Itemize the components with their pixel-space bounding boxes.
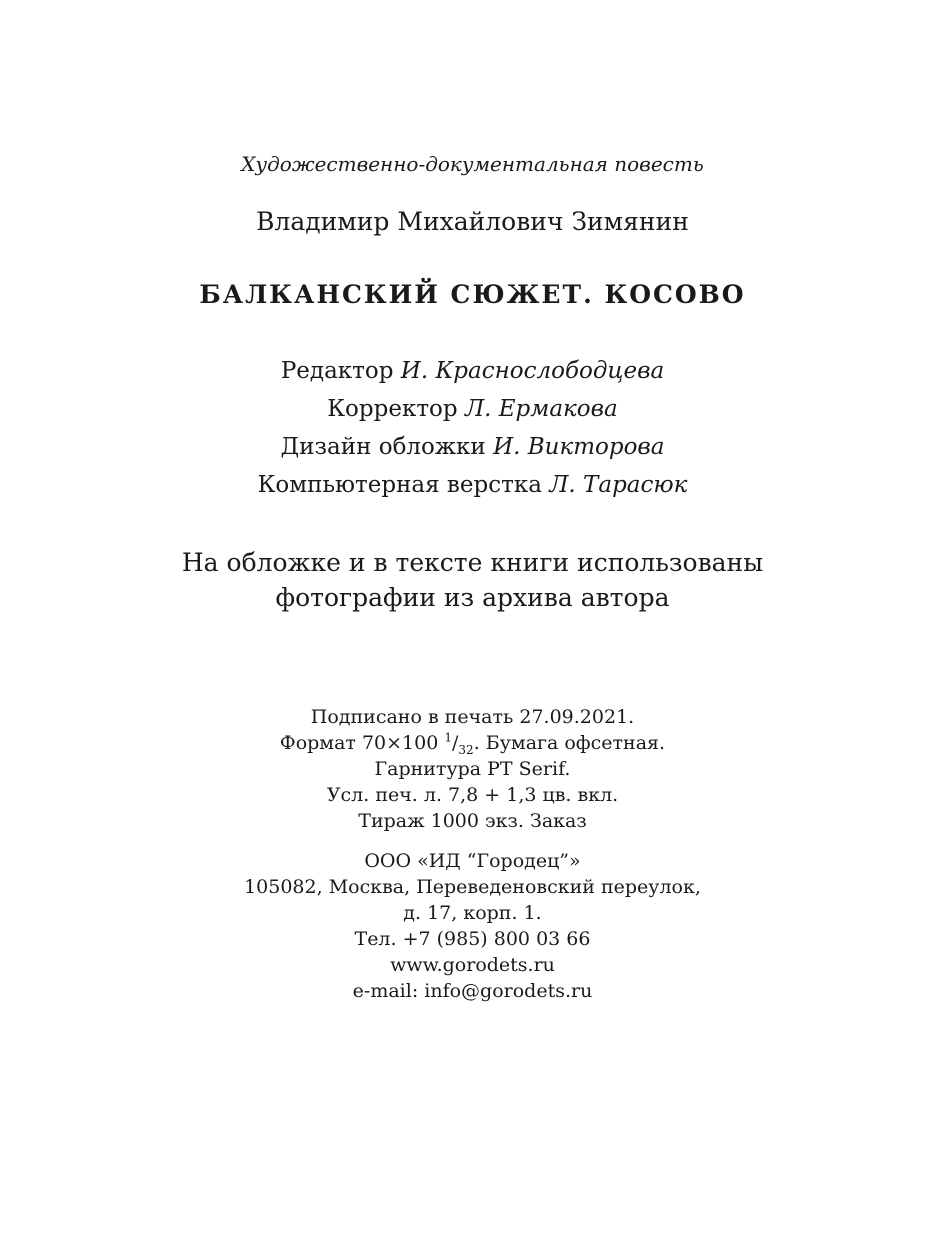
format-suffix: . Бумага офсетная.: [473, 732, 666, 754]
format-numerator: 1: [444, 730, 453, 745]
photo-note-line: фотографии из архива автора: [275, 583, 670, 612]
publisher-email: e-mail: info@gorodets.ru: [352, 980, 593, 1002]
imprint-format: Формат 70×100 $^1/_{32}$. Бумага офсетная.: [279, 730, 666, 757]
credit-person: Л. Тарасюк: [549, 472, 688, 498]
genre-subtitle: Художественно-документальная повесть: [241, 152, 704, 176]
credit-editor: [0, 358, 945, 384]
publisher-name: ООО «ИД “Городец”»: [364, 850, 581, 872]
publisher-address: д. 17, корп. 1.: [403, 902, 542, 924]
credit-cover-design: [0, 434, 945, 460]
credit-proofreader: [0, 396, 945, 422]
credit-role: Компьютерная верстка: [257, 472, 542, 498]
imprint-sheets: Усл. печ. л. 7,8 + 1,3 цв. вкл.: [326, 784, 619, 806]
imprint-typeface: Гарнитура PT Serif.: [374, 758, 571, 780]
publisher-website: www.gorodets.ru: [390, 954, 555, 976]
publisher-phone: Тел. +7 (985) 800 03 66: [354, 928, 591, 950]
publisher-address: 105082, Москва, Переведеновский переулок,: [244, 876, 701, 898]
book-title: БАЛКАНСКИЙ СЮЖЕТ. КОСОВО: [199, 280, 746, 309]
format-denominator: 32: [458, 742, 474, 757]
credit-person: Л. Ермакова: [464, 396, 618, 422]
credit-role: Редактор: [280, 358, 394, 384]
credit-person: И. Краснослободцева: [400, 358, 665, 384]
credit-role: Дизайн обложки: [280, 434, 486, 460]
credit-role: Корректор: [327, 396, 458, 422]
photo-note-line: На обложке и в тексте книги использованы: [181, 548, 764, 577]
credit-layout: [0, 472, 945, 498]
imprint-run: Тираж 1000 экз. Заказ: [358, 810, 587, 832]
credit-person: И. Викторова: [493, 434, 665, 460]
format-prefix: Формат 70×100: [279, 732, 439, 754]
imprint-signed: Подписано в печать 27.09.2021.: [310, 706, 635, 728]
author-name: Владимир Михайлович Зимянин: [256, 207, 689, 236]
